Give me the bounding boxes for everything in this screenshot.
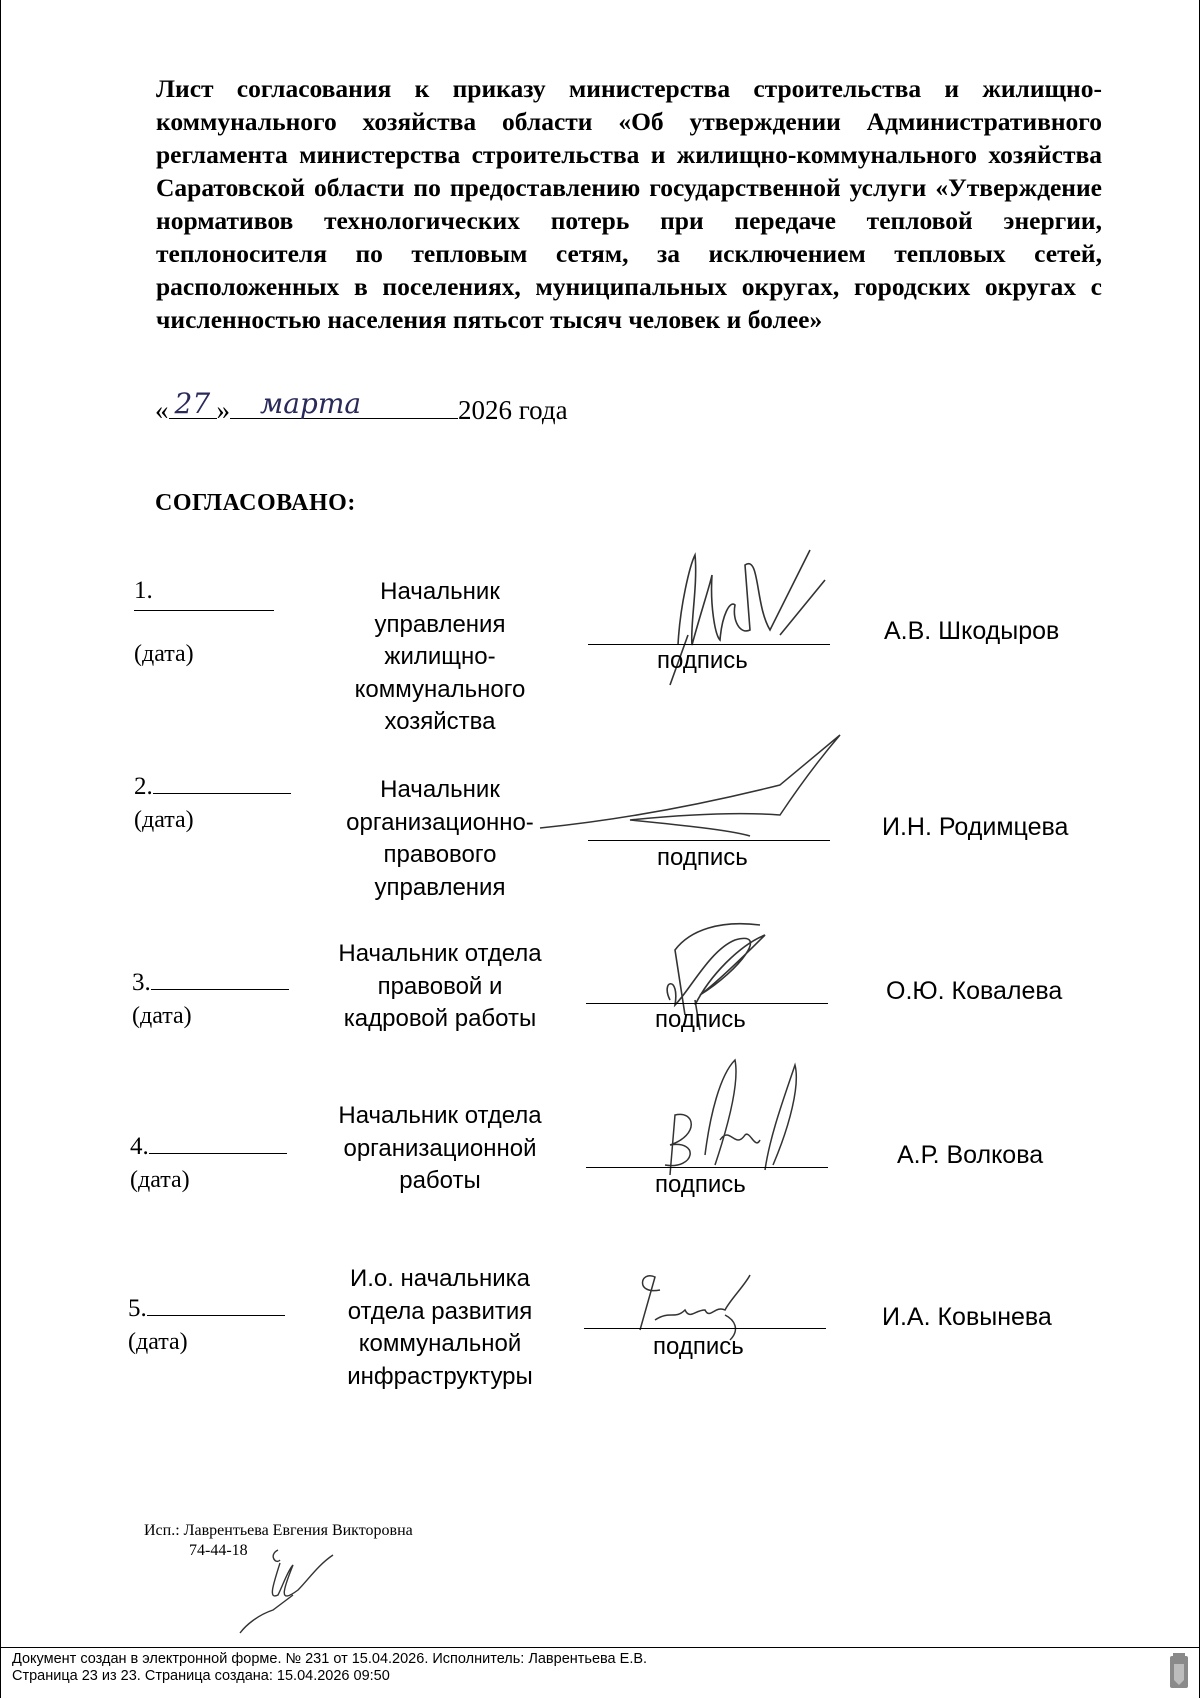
row-number-label: 2. [134, 773, 153, 800]
date-caption: (дата) [128, 1329, 188, 1355]
date-blank-line [134, 610, 274, 611]
position-line: коммунального [354, 675, 526, 703]
date-open-quote: « [155, 395, 169, 425]
position-line: организационно- [346, 808, 534, 836]
signature-caption: подпись [655, 1006, 746, 1033]
position-line: организационной [343, 1134, 537, 1162]
position-line: инфраструктуры [347, 1362, 533, 1390]
row-number: 1. [134, 577, 153, 604]
position-line: хозяйства [384, 708, 496, 735]
signatory-name: О.Ю. Ковалева [886, 977, 1063, 1005]
coat-of-arms-icon [1168, 1652, 1190, 1692]
row-number [134, 770, 291, 804]
signatory-name: И.Н. Родимцева [882, 813, 1069, 841]
row-number-label: 4. [130, 1133, 149, 1160]
date-caption: (дата) [134, 807, 194, 833]
position-line: И.о. начальника [349, 1265, 531, 1292]
date-blank-line [151, 967, 289, 990]
position-title [325, 1100, 555, 1198]
position-line: работы [399, 1167, 481, 1194]
signatory-name: А.Р. Волкова [897, 1141, 1044, 1169]
position-title [325, 576, 555, 739]
date-month-handwritten: марта [260, 387, 362, 420]
date-blank-line [149, 1131, 287, 1154]
signature-line [586, 1003, 828, 1004]
position-title [325, 1263, 555, 1393]
date-month-blank [230, 387, 458, 420]
page-left-edge [0, 0, 1, 1698]
row-number [132, 966, 289, 1000]
signature-line [588, 840, 830, 841]
executor-label: Исп.: Лаврентьева Евгения Викторовна [144, 1522, 413, 1539]
row-number [128, 1292, 285, 1326]
executor-signature [238, 1545, 348, 1635]
footer-line-1: Документ создан в электронной форме. № 231 от 15.04.2026. Исполнитель: Лаврентьева Е.В. [12, 1651, 648, 1667]
executor-phone: 74-44-18 [189, 1542, 248, 1559]
row-number-label: 3. [132, 969, 151, 996]
approval-date [155, 387, 568, 428]
footer-text [12, 1651, 647, 1685]
signature-line [584, 1328, 826, 1329]
position-title [325, 938, 555, 1036]
handwritten-signature [540, 730, 850, 850]
date-day-handwritten: 27 [174, 387, 211, 420]
signature-line [586, 1167, 828, 1168]
approved-heading: СОГЛАСОВАНО: [155, 490, 356, 516]
position-title [325, 774, 555, 904]
position-line: отдела развития [347, 1297, 533, 1325]
position-line: Начальник отдела [338, 1102, 542, 1129]
footer-line-2: Страница 23 из 23. Страница создана: 15.04.2026 09:50 [12, 1668, 390, 1684]
handwritten-signature [655, 1055, 815, 1185]
date-caption: (дата) [132, 1003, 192, 1029]
row-number [130, 1130, 287, 1164]
position-line: управления [374, 610, 506, 638]
date-day-blank [169, 387, 217, 420]
date-close-quote: » [216, 395, 230, 425]
position-line: кадровой работы [343, 1005, 537, 1032]
date-blank-line [147, 1293, 285, 1316]
signature-line [588, 644, 830, 645]
signature-caption: подпись [655, 1171, 746, 1198]
document-title: Лист согласования к приказу министерства строительства и жилищно-коммунального хозяйства области «Об утверждении Административного регламента министерства строительства и жилищно-коммунального хозяйства Саратовской области по предоставлению государственной услуги «Утверждение нормативов технологических потерь при передаче тепловой энергии, теплоносителя по тепловым сетям, за исключением тепловых сетей, расположенных в поселениях, муниципальных округах, городских округах с численностью населения пятьсот тысяч человек и более» [156, 74, 1102, 334]
position-line: коммунальной [358, 1330, 522, 1357]
position-line: Начальник [380, 578, 500, 605]
signature-caption: подпись [653, 1333, 744, 1360]
position-line: правовой и [377, 972, 503, 1000]
position-line: правового [383, 841, 497, 868]
signatory-name: А.В. Шкодыров [884, 617, 1060, 645]
position-line: Начальник отдела [338, 940, 542, 967]
date-blank-line [153, 771, 291, 794]
position-line: управления [374, 873, 506, 901]
date-year: 2026 года [458, 395, 568, 425]
date-caption: (дата) [130, 1167, 190, 1193]
row-number-label: 5. [128, 1295, 147, 1322]
document-footer [0, 1647, 1200, 1699]
signature-caption: подпись [657, 647, 748, 674]
date-caption: (дата) [134, 641, 194, 667]
signatory-name: И.А. Ковынева [882, 1303, 1052, 1331]
position-line: жилищно- [384, 643, 496, 670]
signature-caption: подпись [657, 844, 748, 871]
position-line: Начальник [380, 776, 500, 803]
